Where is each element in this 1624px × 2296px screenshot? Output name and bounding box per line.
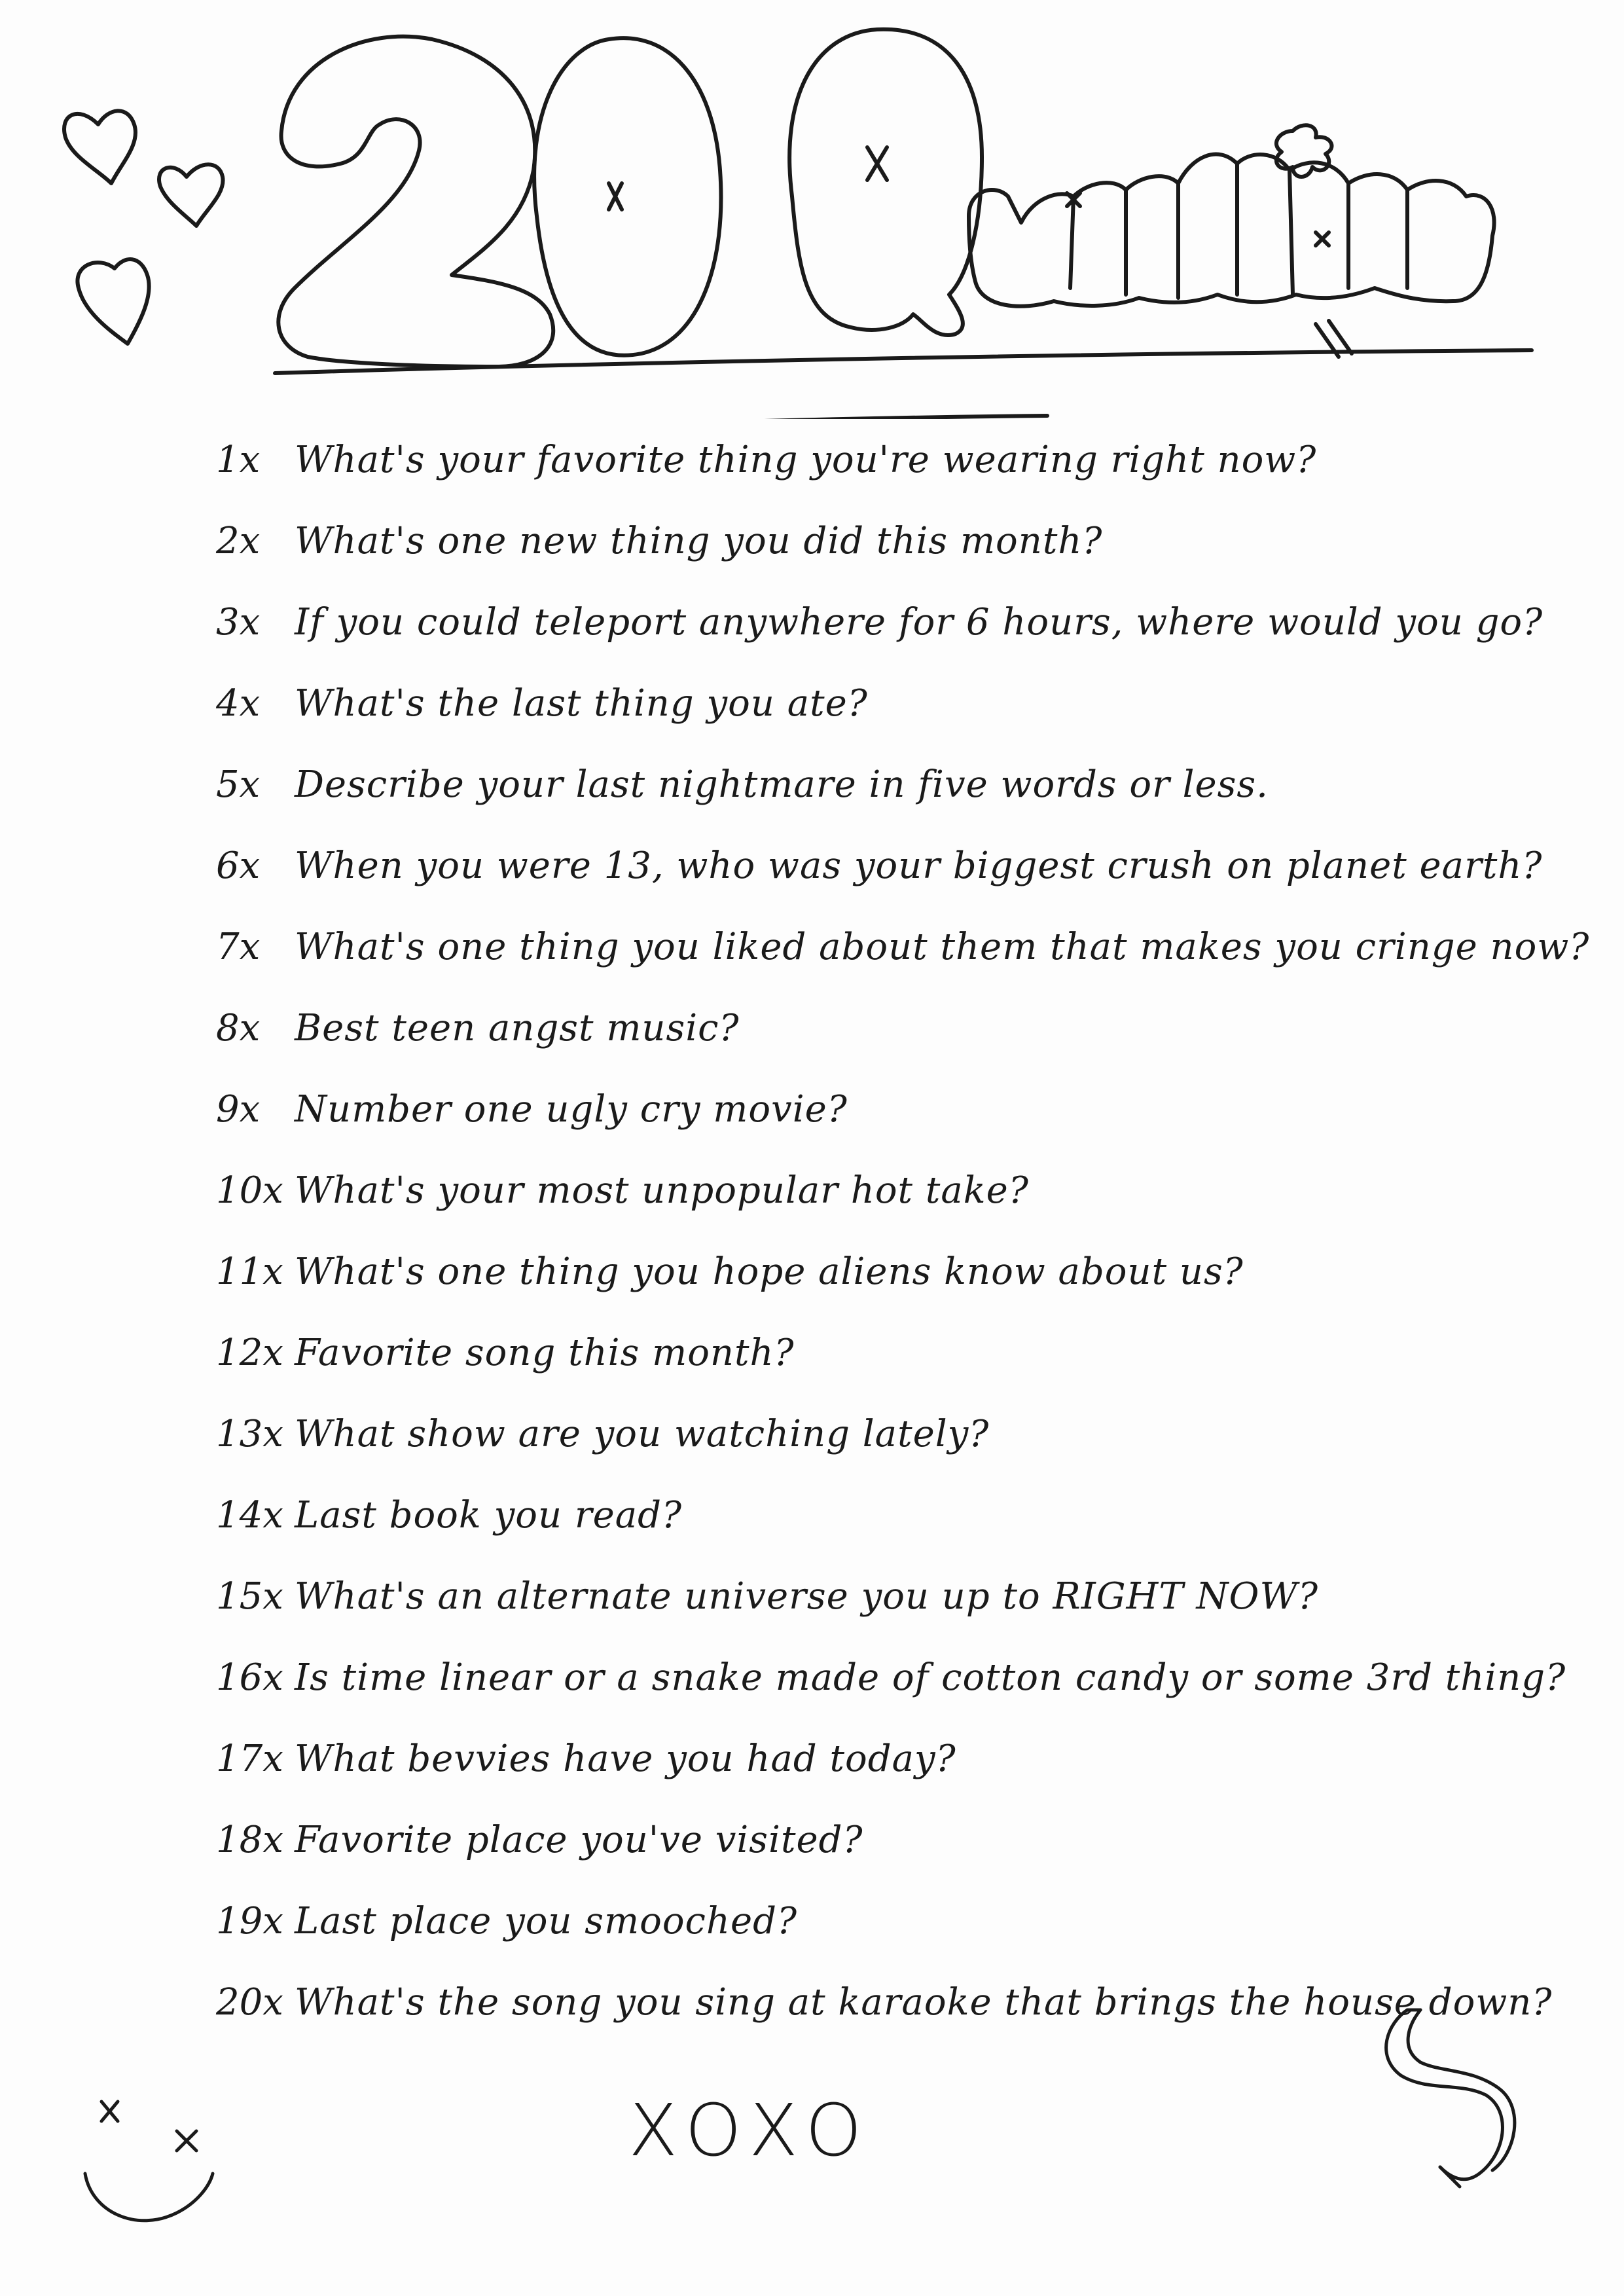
question-number: 5x <box>216 763 261 806</box>
question-item <box>216 500 1591 581</box>
question-number: 1x <box>216 438 261 481</box>
question-text: What's an alternate universe you up to RIGHT NOW? <box>295 1575 1319 1618</box>
question-item <box>216 1880 1591 1961</box>
question-number: 2x <box>216 519 261 562</box>
question-number: 8x <box>216 1006 261 1049</box>
title-art <box>0 0 1624 419</box>
question-item <box>216 1231 1591 1312</box>
question-item <box>216 663 1591 744</box>
question-text: What's the last thing you ate? <box>295 682 868 725</box>
question-item <box>216 1150 1591 1231</box>
question-item <box>216 1556 1591 1637</box>
question-text: Best teen angst music? <box>295 1006 740 1049</box>
question-item <box>216 1799 1591 1880</box>
question-number: 9x <box>216 1087 261 1131</box>
question-item <box>216 1637 1591 1718</box>
question-item <box>216 1393 1591 1474</box>
question-number: 6x <box>216 844 261 887</box>
question-item <box>216 1474 1591 1556</box>
question-text: What's one thing you liked about them that makes you cringe now? <box>295 925 1590 968</box>
question-text: Number one ugly cry movie? <box>295 1087 848 1131</box>
question-number: 13x <box>216 1412 283 1455</box>
smiley-face-icon <box>65 2082 236 2239</box>
question-text: Favorite song this month? <box>295 1331 795 1374</box>
question-item <box>216 744 1591 825</box>
question-text: What show are you watching lately? <box>295 1412 990 1455</box>
closing-signoff: XOXO <box>628 2088 874 2172</box>
question-text: Last book you read? <box>295 1493 683 1537</box>
question-number: 14x <box>216 1493 283 1537</box>
bubble-q-outline <box>789 29 982 335</box>
question-text: Last place you smooched? <box>295 1899 797 1942</box>
question-number: 10x <box>216 1169 283 1212</box>
heart-icon <box>159 164 223 226</box>
question-item <box>216 581 1591 663</box>
heart-icon <box>64 111 135 183</box>
question-number: 3x <box>216 600 261 644</box>
bubble-two-outline <box>278 37 553 367</box>
swirl-doodle-icon <box>1362 1997 1532 2193</box>
question-item <box>216 825 1591 906</box>
question-item <box>216 987 1591 1068</box>
question-text: When you were 13, who was your biggest crush on planet earth? <box>295 844 1543 887</box>
question-text: What bevvies have you had today? <box>295 1737 956 1780</box>
question-number: 16x <box>216 1656 283 1699</box>
heart-icon <box>77 259 149 344</box>
question-number: 4x <box>216 682 261 725</box>
sparkle-icon <box>1276 125 1332 177</box>
question-item <box>216 419 1591 500</box>
question-text: What's the song you sing at karaoke that brings the house down? <box>295 1980 1553 2024</box>
question-text: If you could teleport anywhere for 6 hours, where would you go? <box>295 600 1543 644</box>
question-number: 12x <box>216 1331 283 1374</box>
question-number: 17x <box>216 1737 283 1780</box>
question-text: What's your most unpopular hot take? <box>295 1169 1029 1212</box>
question-number: 15x <box>216 1575 283 1618</box>
question-text: What's one new thing you did this month? <box>295 519 1103 562</box>
question-text: What's one thing you hope aliens know about us? <box>295 1250 1244 1293</box>
question-item <box>216 1312 1591 1393</box>
question-number: 19x <box>216 1899 283 1942</box>
question-text: Is time linear or a snake made of cotton candy or some 3rd thing? <box>295 1656 1566 1699</box>
question-text: Describe your last nightmare in five words or less. <box>295 763 1269 806</box>
question-number: 7x <box>216 925 261 968</box>
title-underline <box>275 350 1532 373</box>
question-item <box>216 906 1591 987</box>
question-item <box>216 1718 1591 1799</box>
question-number: 11x <box>216 1250 283 1293</box>
question-text: Favorite place you've visited? <box>295 1818 863 1861</box>
question-number: 20x <box>216 1980 283 2024</box>
question-text: What's your favorite thing you're wearing right now? <box>295 438 1317 481</box>
question-number: 18x <box>216 1818 283 1861</box>
bubble-uestions-outline <box>969 155 1494 306</box>
question-item <box>216 1068 1591 1150</box>
question-list <box>216 419 1591 2043</box>
bubble-zero-outline <box>534 38 721 355</box>
